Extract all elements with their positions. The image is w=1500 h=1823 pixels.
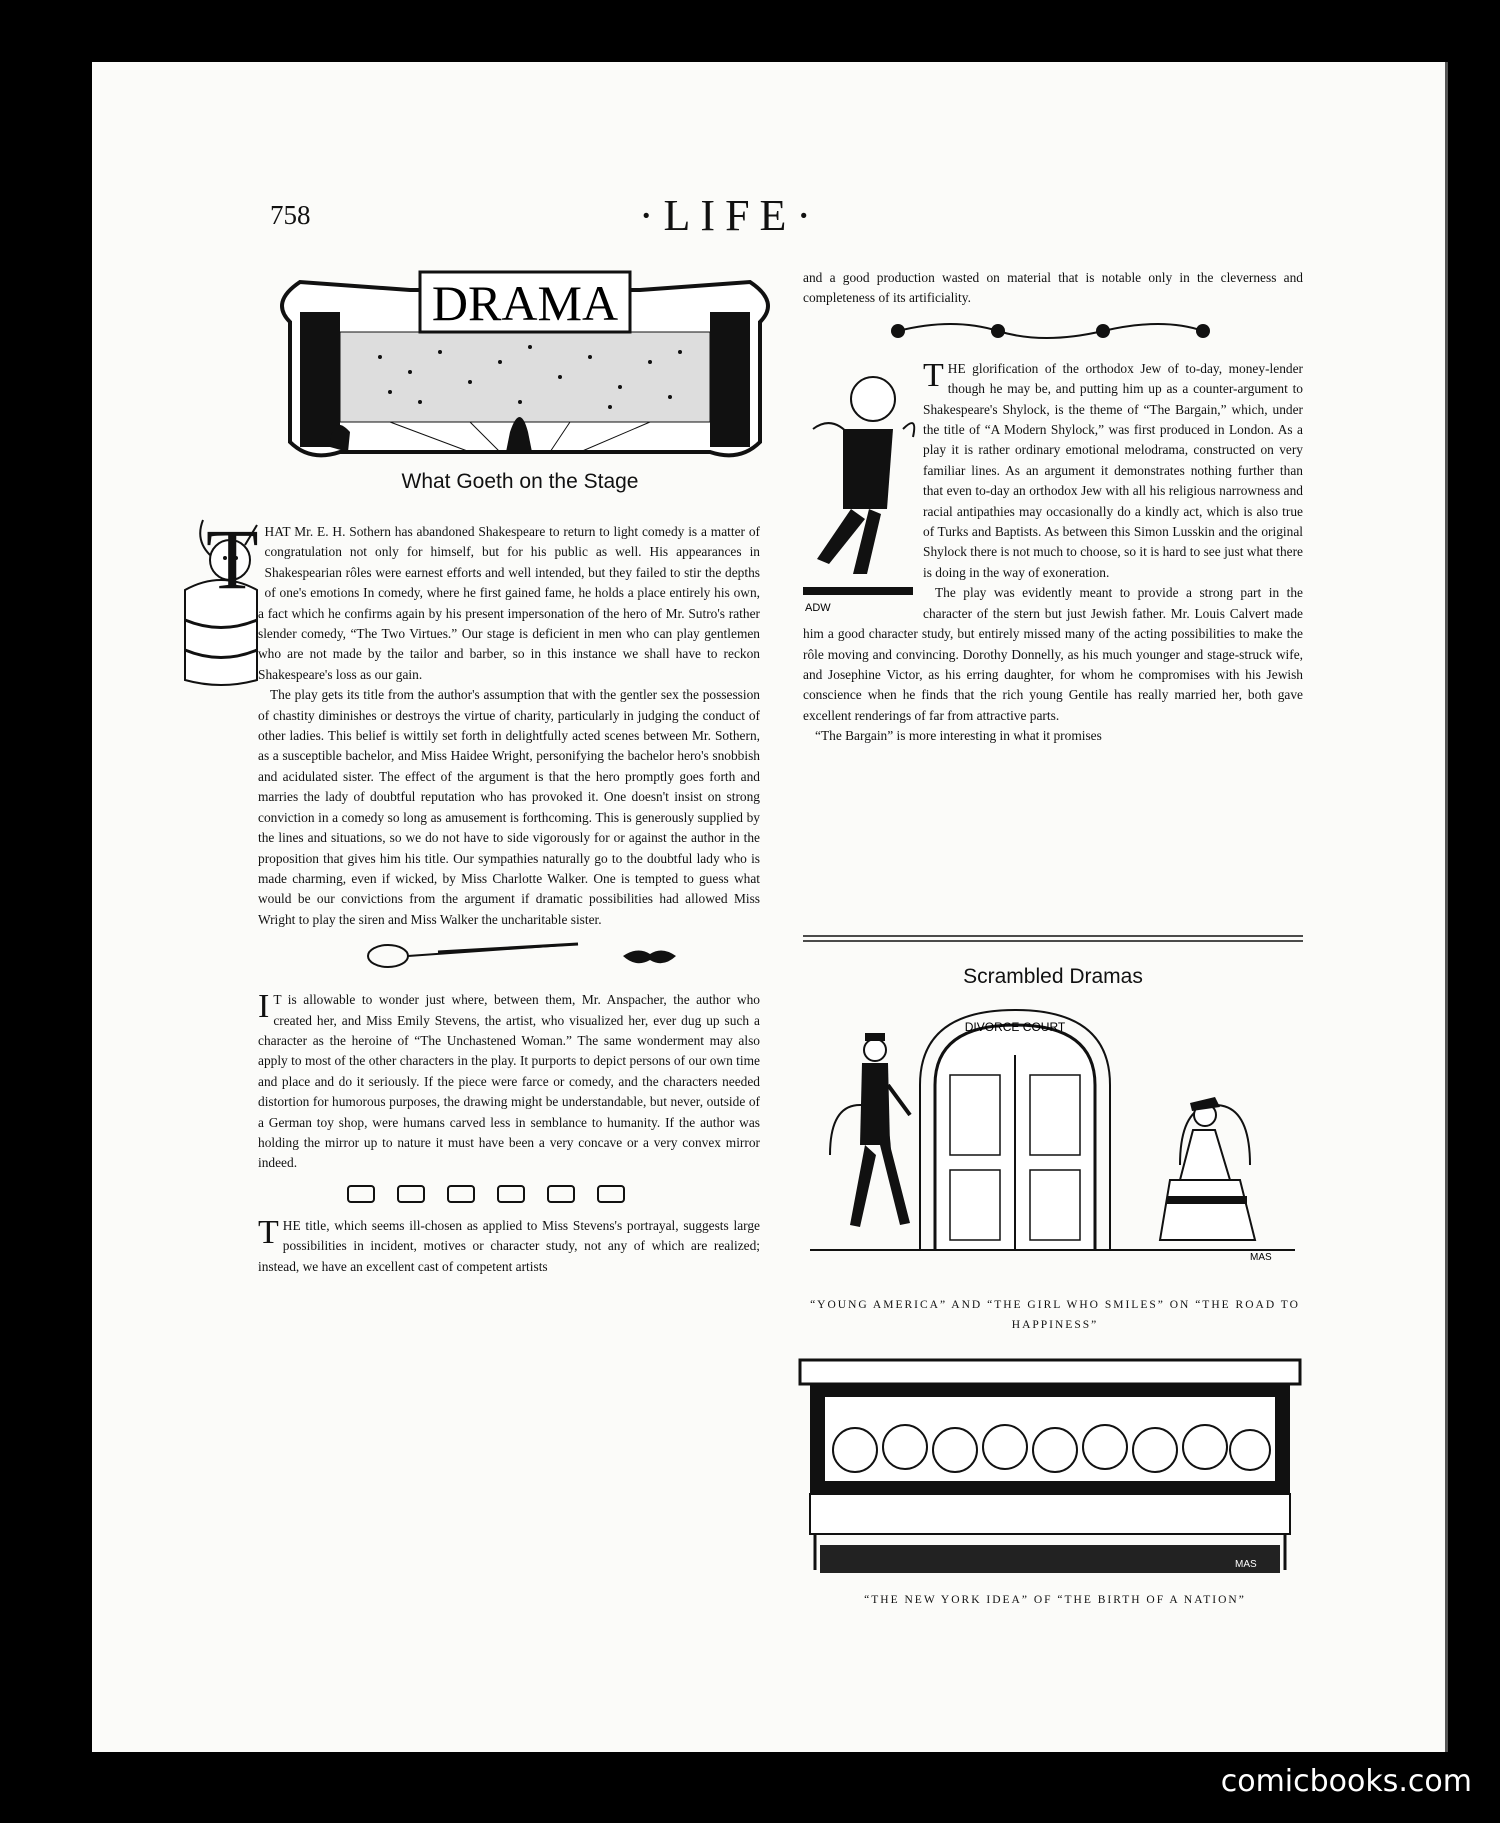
article-paragraph: “The Bargain” is more interesting in what it promises [815,728,1102,744]
next-page-edge [1445,62,1500,1752]
section-heading-stage: What Goeth on the Stage [401,470,639,493]
cartoon-signature: MAS [1250,1252,1272,1263]
cartoon-caption-new-york: “THE NEW YORK IDEA” OF “THE BIRTH OF A NATION” [864,1594,1246,1606]
divorce-court-cartoon [810,1005,1295,1265]
door-sign: DIVORCE COURT [964,1020,1066,1034]
illustration-signature: ADW [805,601,831,614]
article-paragraph: THAT Mr. E. H. Sothern has abandoned Shakespeare to return to light comedy is a matter of congratulation not only for himself, but for his public as well. His appearances in Shakespearian rôles were earnest efforts and well intended, but they failed to stir the depths of one's emotions In comedy, where he first gained fame, he holds a place entirely his own, a fact which he confirms again by his present impersonation of the hero of Mr. Sutro's rather slender comedy, “The Two Virtues.” Our stage is deficient in men who can play gentlemen who are not made by the tailor and barber, so in this instance we shall have to reckon Shakespeare's loss as our gain. [206,511,760,682]
article-paragraph: THE glorification of the orthodox Jew of to-day, money-lender though he may be, and putting him up as a counter-argument to Shakespeare's Shylock, is the theme of “The Bargain,” which, under the title of “A Modern Shylock,” was first produced in London. As a play it is rather ordinary emotional melodrama, constructed on very familiar lines. As an argument it demonstrates nothing further than that even to-day an orthodox Jew with all his religious narrowness and racial antipathies may occasionally do a kindly act, which is also true of Turks and Baptists. As between this Simon Lusskin and the original Shylock there is not much to choose, so it is hard to see just what there is doing in the way of exoneration. [923,356,1303,580]
cartoon-signature: MAS [1235,1559,1257,1570]
magazine-title: ·LIFE· [638,191,822,240]
watermark-brand: comicbooks.com [1220,1764,1472,1799]
article-paragraph: The play gets its title from the author's assumption that with the gentler sex the possession of chastity diminishes or destroys the virtue of charity, particularly in judging the conduct of other ladies. This belief is wittily set forth in delightfully acted scenes between Mr. Sothern, as a susceptible bachelor, and Miss Haidee Wright, personifying the bachelor hero's snobbish and acidulated sister. The effect of the argument is that the hero promptly goes forth and marries the lady of doubtful reputation who has provoked it. One doesn't insist on strong conviction in a comedy so long as amusement is forthcoming. This is generously supplied by the lines and situations, so we do not have to side vigorously for or against the author in the proposition that gives him his title. Our sympathies naturally go to the doubtful lady who is made charming, even if wicked, by Miss Charlotte Walker. One is tempted to guess what would be our convictions from the argument if dramatic possibilities had allowed Miss Wright to play the siren and Miss Walker the uncharitable sister. [258,687,760,927]
racket-whip-mask-ornament [258,930,760,990]
baby-cabinet-cartoon [795,1355,1305,1577]
drama-banner-text: DRAMA [431,275,619,331]
drama-header-illustration [270,262,780,462]
article-paragraph: and a good production wasted on material that is notable only in the cleverness and completeness of its artificiality. [803,270,1303,306]
section-divider-rule [803,935,1303,943]
article-paragraph: The play was evidently meant to provide a strong part in the character of the stern but just Jewish father. Mr. Louis Calvert made him a good character study, but entirely missed many of the acting possibilities to make the rôle moving and convincing. Dorothy Donnelly, as his much younger and stage-struck wife, and Josephine Victor, as his erring daughter, for whom he compromises with his Jewish conscience when he finds that the rich young Gentile has really married her, both gave excellent renderings of far from attractive parts. [803,585,1303,723]
taxi-icon-ornament [258,1174,760,1216]
section-heading-scrambled: Scrambled Dramas [963,965,1143,988]
page-number: 758 [270,200,311,230]
left-article-column [206,511,760,1277]
article-paragraph: THE title, which seems ill-chosen as applied to Miss Stevens's portrayal, suggests large possibilities in incident, motives or character study, not any of which are realized; instead, we have an excellent cast of competent artists [258,1213,760,1274]
drop-cap: T [206,511,259,607]
mask-ribbon-ornament [803,309,1303,359]
article-paragraph: I T is allowable to wonder just where, between them, Mr. Anspacher, the author who created her, and Miss Emily Stevens, the artist, who visualized her, ever dug up such a character as the heroine of “The Unchastened Woman.” The same wonderment may also apply to most of the other characters in the play. It purports to depict persons of our own time and place and do it seriously. If the piece were farce or comedy, and the characters needed distortion for humorous purposes, the drawing might be understandable, but never, outside of a German toy shop, were humans carved less in semblance to humanity. If the author was holding the mirror up to nature it must have been a very concave or a very convex mirror indeed. [258,988,760,1171]
cartoon-caption-divorce: “YOUNG AMERICA” AND “THE GIRL WHO SMILES” ON “THE ROAD TO HAPPINESS” [810,1299,1300,1331]
right-article-column [803,268,1303,747]
flying-man-illustration [803,359,923,619]
